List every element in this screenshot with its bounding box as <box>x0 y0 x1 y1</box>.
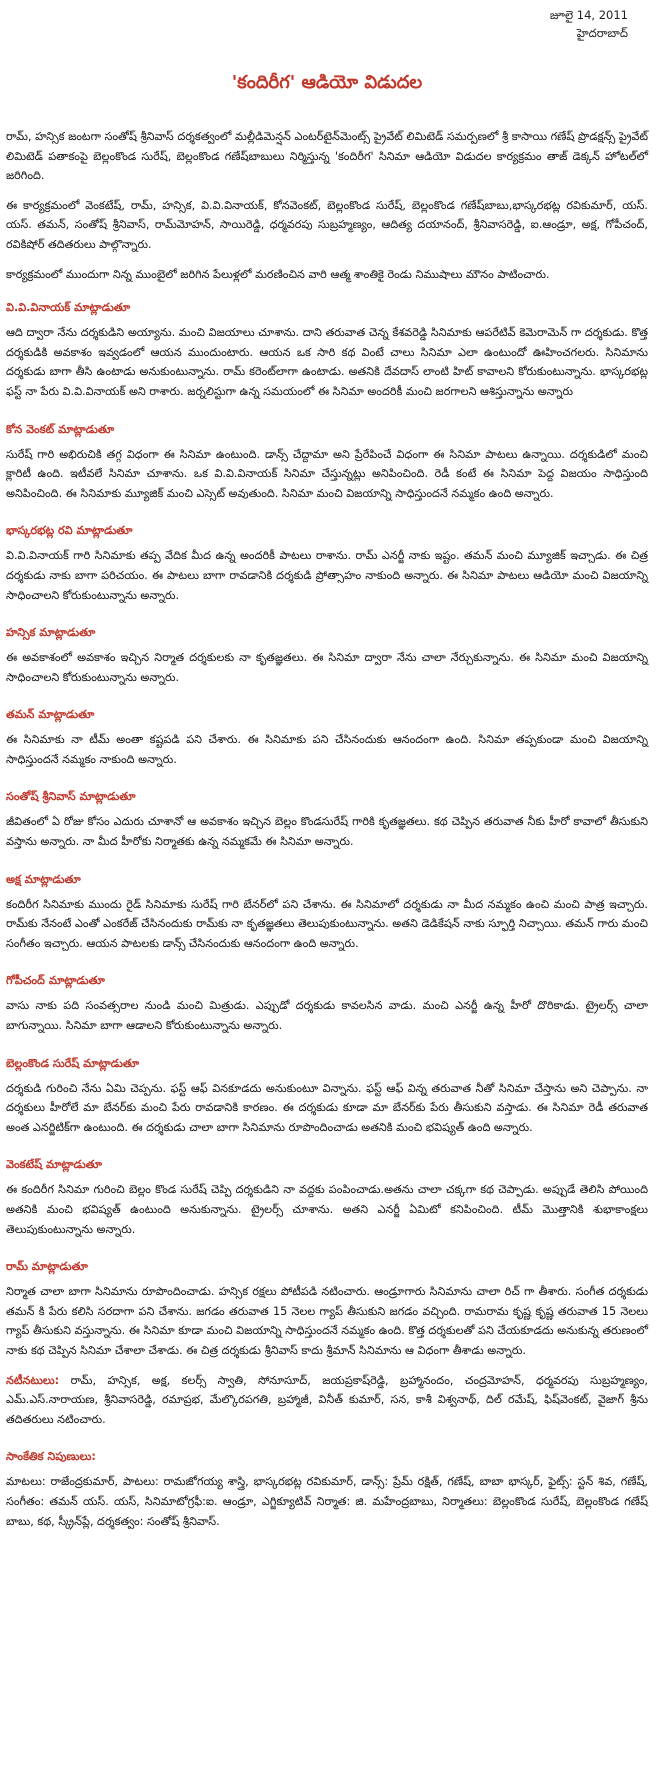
section-text-hansika: ఈ అవకాశంలో అవకాశం ఇచ్చిన నిర్మాత దర్శకులకు నా కృతజ్ఞతలు. ఈ సినిమా ద్వారా నేను చాలా నేర్చుకున్నాను. ఈ సినిమా మంచి విజయాన్ని సాధించాలని కోరుకుంటున్నాను అన్నారు. <box>6 651 648 684</box>
section-text-ram: నిర్మాత చాలా బాగా సినిమాను రూపొందించాడు. హన్సిక రక్షలు పోటీపడి నటించారు. ఆండ్రూగారు సినిమాను చాలా రిచ్ గా తీశారు. సంగీత దర్శకుడు తమన్ కి పేరు కలిసి సరదాగా పని చేశాను. జగడం తరువాత 15 నెలల గ్యాప్ తీసుకుని జగడం వచ్చింది. రామరామ కృష్ణ కృష్ణ తరువాత 15 నెలలు గ్యాప్ తీసుకుని వస్తున్నాను. ఈ సినిమా కూడా మంచి విజయాన్ని సాధిస్తుందనే నమ్మకం ఉంది. కొత్త దర్శకులతో పని చేయకూడదు అనుకున్న తరుణంలో నాకు కథ చెప్పిన సినిమా చేశాలా చేశాడు. ఈ చిత్ర దర్శకుడు శ్రీనివాస్ కాదు శ్రీమాన్ సినిమాను ఆ విధంగా తీశాడు అన్నారు. <box>6 1285 648 1357</box>
article-place: హైదరాబాద్ <box>576 26 628 40</box>
section-text-gopichand: వాసు నాకు పది సంవత్సరాల నుండి మంచి మిత్రుడు. ఎప్పుడో దర్శకుడు కావలసిన వాడు. మంచి ఎనర్జీ ఉన్న హీరో దొరికాడు. ట్రైలర్స్ చాలా బాగున్నాయి. సినిమా బాగా ఆడాలని కోరుకుంటున్నాను అన్నారు. <box>6 999 648 1033</box>
cast-credits <box>6 1371 648 1430</box>
cast-list: రామ్, హన్సిక, అక్ష, కలర్స్ స్వాతి, సోనూసూద్, జయప్రకాష్‌రెడ్డి, బ్రహ్మానందం, చంద్రమోహన్, ధర్మవరపు సుబ్రహ్మణ్యం, ఎమ్.ఎస్.నారాయణ, శ్రీనివాసరెడ్డి, రమాప్రభ, మేల్కొరపగతి, బ్రహ్మాజీ, వినీత్ కుమార్, సన, కాశీ విశ్వనాథ్, దిల్ రమేష్, ఫిష్‌వెంకట్, వైజాగ్ శ్రీను తదితరులు నటించారు. <box>6 1373 648 1426</box>
section-heading-thaman: తమన్ మాట్లాడుతూ <box>6 708 95 722</box>
intro-paragraph-3: కార్యక్రమంలో ముందుగా నిన్న ముంబైలో జరిగిన పేలుళ్లలో మరణించిన వారి ఆత్మ శాంతికై రెండు నిముషాలు మౌనం పాటించారు. <box>6 267 550 281</box>
section-heading-ram: రామ్ మాట్లాడుతూ <box>6 1260 88 1274</box>
tech-crew-list: మాటలు: రాజేంద్రకుమార్, పాటలు: రామజోగయ్య శాస్త్రి, భాస్కరభట్ల రవికుమార్, డాన్స్: ప్రేమ్ రక్షిత్, గణేష్, బాబా భాస్కర్, ఫైట్స్: స్టన్ శివ, గణేష్, సంగీతం: తమన్ యస్. యస్, సినిమాటోగ్రఫీ:ఐ. ఆండ్రూ, ఎగ్జిక్యూటివ్ నిర్మాత: జి. మహేంద్రబాబు, నిర్మాతలు: బెల్లంకొండ సురేష్, బెల్లంకొండ గణేష్ బాబు, కథ, స్క్రీన్‌ప్లే, దర్శకత్వం: సంతోష్ శ్రీనివాస్. <box>6 1475 648 1528</box>
section-text-thaman: ఈ సినిమాకు నా టీమ్ అంతా కష్టపడి పని చేశారు. ఈ సినిమాకు పని చేసినందుకు ఆనందంగా ఉంది. సినిమా తప్పకుండా మంచి విజయాన్ని సాధిస్తుందనే నమ్మకం నాకుంది అన్నారు. <box>6 733 648 766</box>
section-heading-aksha: అక్ష మాట్లాడుతూ <box>6 872 81 886</box>
section-text-venkatesh: ఈ కందిరీగ సినిమా గురించి బెల్లం కొండ సురేష్ చెప్పి దర్శకుడిని నా వద్దకు పంపించాడు.అతను చాలా చక్కగా కథ చెప్పాడు. అప్పుడే తెలిసి పోయింది అతనికి మంచి భవిష్యత్ ఉంటుంది అనుకున్నాను. ట్రైలర్స్ చూశాను. అతని ఎనర్జీ ఏమిటో కనిపించింది. టీమ్ మొత్తానికి శుభాకాంక్షలు తెలుపుకుంటున్నాను అన్నారు. <box>6 1183 648 1236</box>
section-text-kona-venkat: సురేష్ గారి అభిరుచికి తగ్గ విధంగా ఈ సినిమా ఉంటుంది. డాన్స్ చేద్దామా అని ప్రేరేపించే విధంగా ఈ సినిమా పాటలు ఉన్నాయి. దర్శకుడిలో మంచి క్లారిటీ ఉంది. ఇటీవలే సినిమా చూశాను. ఒక వి.వి.వినాయక్ సినిమా చేస్తున్నట్లు అనిపించింది. రెడీ కంటే ఈ సినిమా పెద్ద విజయం సాధిస్తుంది అనిపించింది. ఈ సినిమాకు మ్యూజిక్ మంచి ఎస్సెట్ అవుతుంది. సినిమా మంచి విజయాన్ని సాధిస్తుందనే నమ్మకం ఉంది అన్నారు. <box>6 447 648 500</box>
cast-label: నటీనటులు: <box>6 1373 60 1387</box>
section-heading-venkatesh: వెంకటేష్ మాట్లాడుతూ <box>6 1158 102 1172</box>
section-heading-gopichand: గోపీచంద్ మాట్లాడుతూ <box>6 974 105 988</box>
intro-paragraph-2: ఈ కార్యక్రమంలో వెంకటేష్, రామ్, హన్సిక, వి.వి.వినాయక్, కోనవెంకట్, బెల్లంకొండ సురేష్, బెల్లంకొండ గణేష్‌బాబు,భాస్కరభట్ల రవికుమార్, యస్. యస్. తమన్, సంతోష్ శ్రీనివాస్, రామ్‌మోహన్, సాయిరెడ్డి, ధర్మవరపు సుబ్రహ్మణ్యం, ఆదిత్య దయానంద్, శ్రీనివాసరెడ్డి, ఐ.ఆండ్రూ, అక్ష, గోపీచంద్, రవికిషోర్ తదితరులు పాల్గొన్నారు. <box>6 198 648 251</box>
section-heading-vinayak: వి.వి.వినాయక్ మాట్లాడుతూ <box>6 301 131 315</box>
section-text-bellamkonda-suresh: దర్శకుడి గురించి నేను ఏమి చెప్పను. ఫస్ట్ ఆఫ్ వినకూడదు అనుకుంటూ విన్నాను. ఫస్ట్ ఆఫ్ విన్న తరువాత నీతో సినిమా చేస్తాను అని చెప్పాను. నా దర్శకులు హీరోలే మా బేనర్‌కు మంచి పేరు రావడానికి కారణం. ఈ దర్శకుడు కూడా మా బేనర్‌కు పేరు తీసుకుని వస్తాడు. ఈ సినిమా రెడీ తరువాత అంత ఎనర్జిటిక్‌గా ఉంటుంది. ఈ దర్శకుడు చాలా బాగా సినిమాను రూపొందించాడు అతనికి మంచి భవిష్యత్ ఉంది అన్నారు. <box>6 1081 648 1134</box>
section-heading-santosh-srinivas: సంతోష్ శ్రీనివాస్ మాట్లాడుతూ <box>6 790 136 804</box>
article-title: 'కందిరీగ' ఆడియో విడుదల <box>231 72 423 93</box>
section-text-vinayak: ఆది ద్వారా నేను దర్శకుడిని అయ్యాను. మంచి విజయాలు చూశాను. దాని తరువాత చెన్న కేశవరెడ్డి సినిమాకు ఆపరేటివ్ కెమెరామెన్ గా దర్శకుడు. కొత్త దర్శకుడికి అవకాశం ఇవ్వడంలో ఆయన ముందుంటారు. ఆయన ఒక సారి కథ వింటే చాలు సినిమా ఎలా ఉంటుందో ఊహించగలరు. సినిమాను దర్శకుడు బాగా తీసి ఉంటాడు అనుకుంటున్నాను. రామ్ కరెంట్‌లాగా ఉంటాడు. అతనికి దేవదాస్ లాంటి హిట్ కావాలని కోరుకుంటున్నాను. భాస్కరభట్ల ఫస్ట్ నా పేరు వి.వి.వినాయక్ అని రాశారు. జర్నలిస్టుగా ఉన్న సమయంలో ఈ సినిమా అందరికీ మంచి జరగాలని ఆశిస్తున్నాను అన్నారు <box>6 326 648 398</box>
section-text-aksha: కందిరీగ సినిమాకు ముందు రైడ్ సినిమాకు సురేష్ గారి బేనర్‌లో పని చేశాను. ఈ సినిమాలో దర్శకుడు నా మీద నమ్మకం ఉంచి మంచి పాత్ర ఇచ్చారు. రామ్‌కు నేనంటే ఎంతో ఎంకరేజ్ చేసినందుకు రామ్‌కు నా కృతజ్ఞతలు తెలుపుకుంటున్నాను. అతని డెడికేషన్ నాకు స్ఫూర్తి నిచ్చాయి. తమన్ గారు మంచి సంగీతం ఇచ్చారు. ఆయన పాటలకు డాన్స్ చేసినందుకు ఆనందంగా ఉంది అన్నారు. <box>6 897 648 950</box>
section-heading-bellamkonda-suresh: బెల్లంకొండ సురేష్ మాట్లాడుతూ <box>6 1056 140 1070</box>
tech-crew-heading: సాంకేతిక నిపుణులు: <box>6 1450 96 1464</box>
section-text-bhaskarabhatla: వి.వి.వినాయక్ గారి సినిమాకు తప్ప వేదిక మీద ఉన్న అందరికీ పాటలు రాశాను. రామ్ ఎనర్జీ నాకు ఇష్టం. తమన్ మంచి మ్యూజిక్ ఇచ్చాడు. ఈ చిత్ర దర్శకుడు నాకు బాగా పరిచయం. ఈ పాటలు బాగా రావడానికి దర్శకుడి ప్రోత్సాహం నాకుంది అన్నారు. ఈ సినిమా పాటలు ఆడియో మంచి విజయాన్ని సాధించాలని కోరుకుంటున్నాను అన్నారు. <box>6 549 648 602</box>
section-heading-hansika: హన్సిక మాట్లాడుతూ <box>6 626 96 640</box>
article-date: జూలై 14, 2011 <box>549 8 628 22</box>
section-heading-bhaskarabhatla: భాస్కరభట్ల రవి మాట్లాడుతూ <box>6 524 133 538</box>
intro-paragraph-1: రామ్, హన్సిక జంటగా సంతోష్ శ్రీనివాస్ దర్శకత్వంలో మల్లీడిమెన్షన్ ఎంటర్‌టైన్‌మెంట్స్ ప్రైవేట్ లిమిటెడ్ సమర్పణలో శ్రీ కాసాయి గణేష్ ప్రొడక్షన్స్ ప్రైవేట్ లిమిటెడ్ పతాకంపై బెల్లంకొండ సురేష్, బెల్లంకొండ గణేష్‌బాబులు నిర్మిస్తున్న 'కందిరీగ' సినిమా ఆడియో విడుదల కార్యక్రమం తాజ్ డెక్కన్ హోటల్‌లో జరిగింది. <box>6 130 648 183</box>
section-heading-kona-venkat: కోన వెంకట్ మాట్లాడుతూ <box>6 422 115 436</box>
section-text-santosh-srinivas: జీవితంలో ఏ రోజు కోసం ఎదురు చూశానో ఆ అవకాశం ఇచ్చిన బెల్లం కొండసురేష్ గారికి కృతజ్ఞతలు. కథ చెప్పిన తరువాత నీకు హీరో కావాలో తీసుకుని వస్తాను అన్నారు. నా మీద హీరోకు నిర్మాతకు ఉన్న నమ్మకమే ఈ సినిమా అన్నారు. <box>6 815 648 849</box>
dateline <box>6 6 648 42</box>
